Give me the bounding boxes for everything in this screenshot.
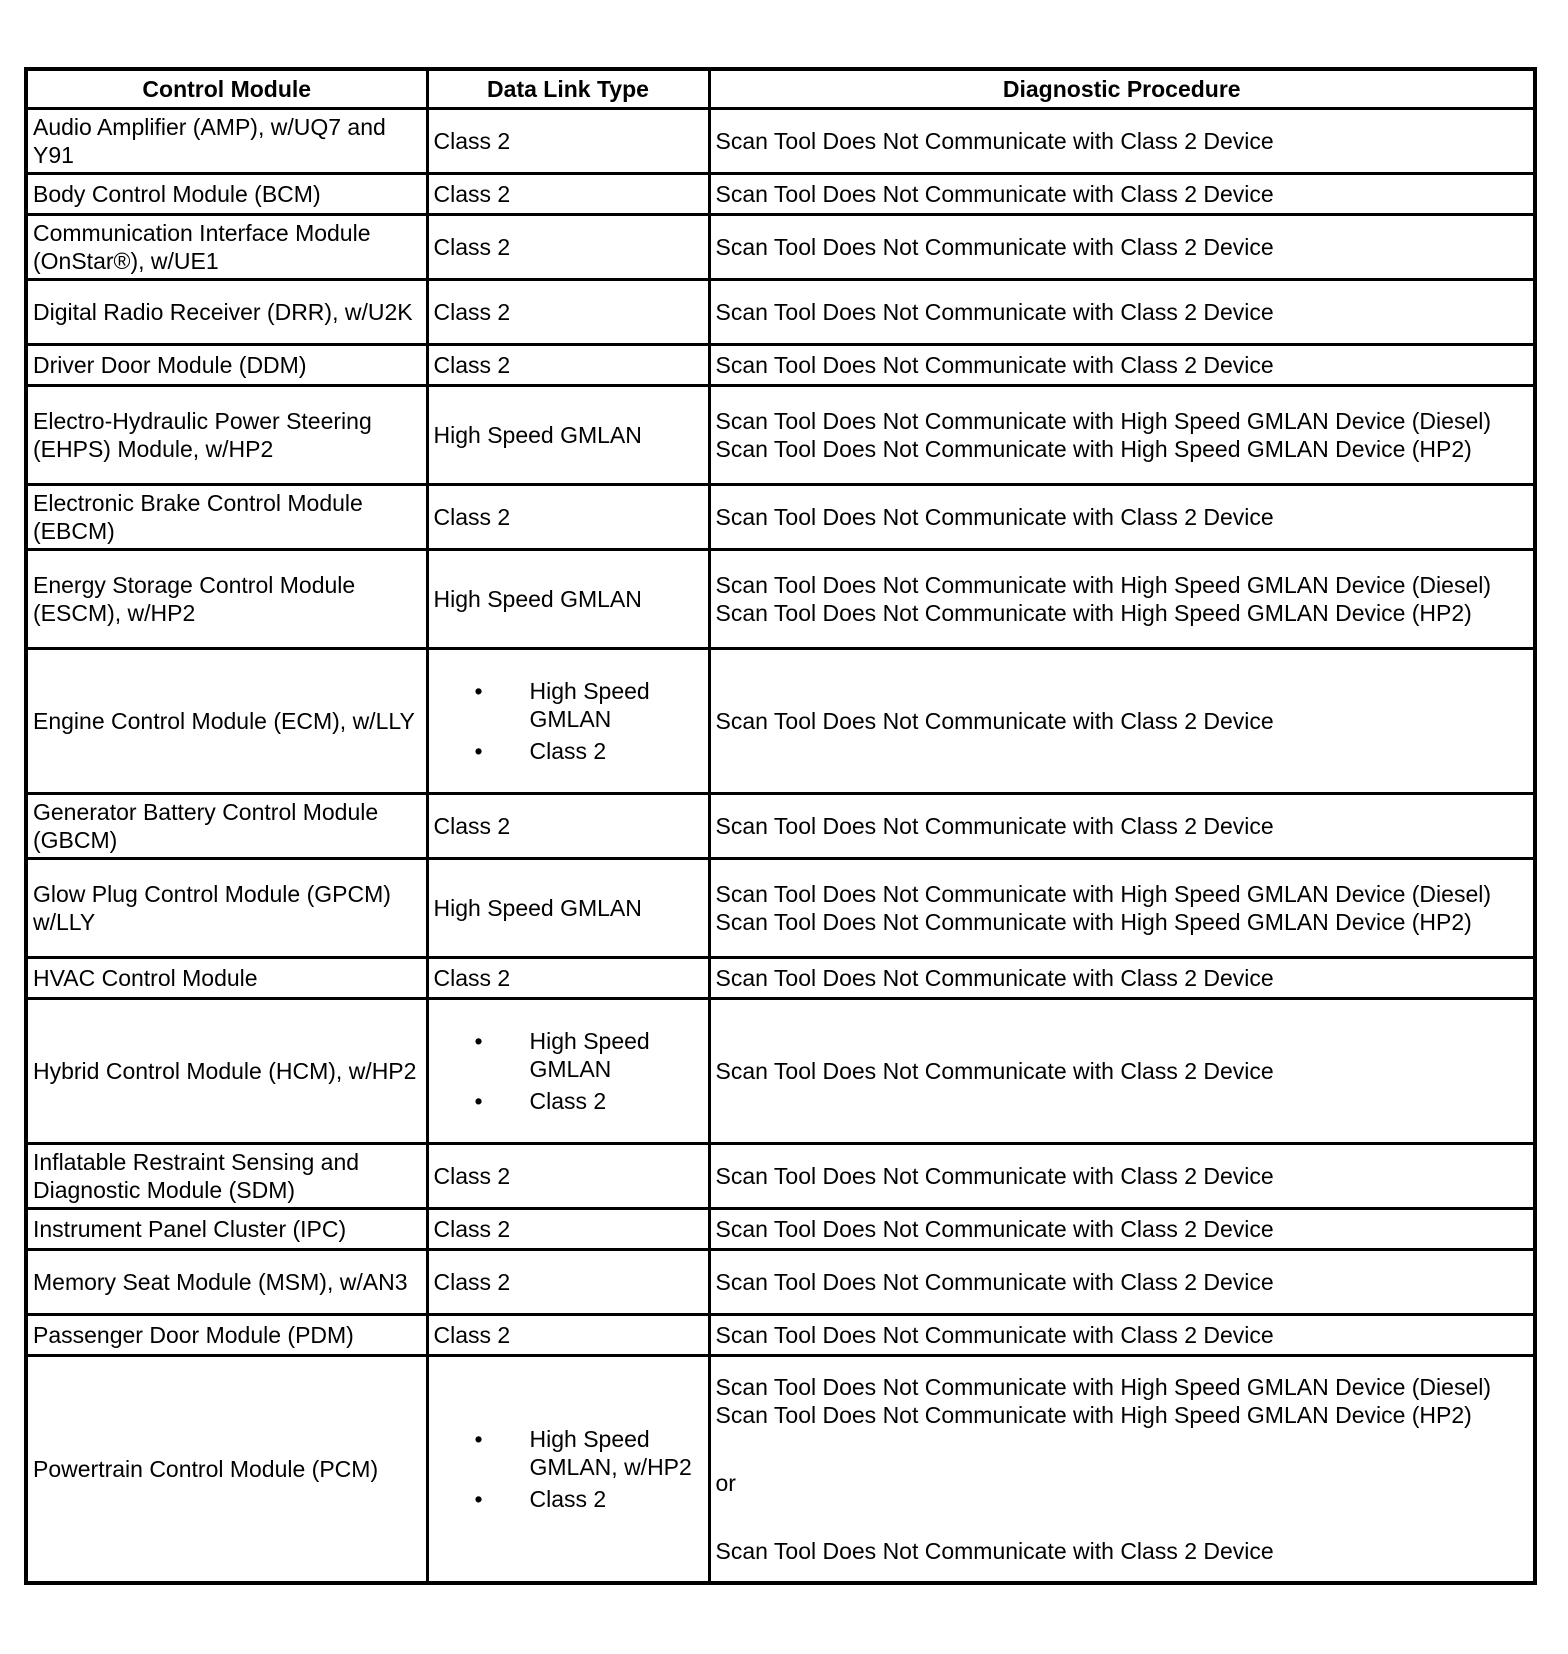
link-cell: Class 2 (427, 174, 709, 215)
module-cell: Energy Storage Control Module (ESCM), w/HP2 (26, 550, 427, 649)
module-cell: Memory Seat Module (MSM), w/AN3 (26, 1250, 427, 1315)
link-cell: High Speed GMLAN (427, 859, 709, 958)
table-row (26, 1144, 1535, 1209)
procedure-cell: Scan Tool Does Not Communicate with High Speed GMLAN Device (Diesel) Scan Tool Does Not Communicate with High Speed GMLAN Device (HP2) (709, 859, 1535, 958)
table-row (26, 794, 1535, 859)
table-row (26, 280, 1535, 345)
table-row (26, 386, 1535, 485)
link-cell: Class 2 (427, 1144, 709, 1209)
procedure-cell: Scan Tool Does Not Communicate with Class 2 Device (709, 280, 1535, 345)
procedure-cell: Scan Tool Does Not Communicate with Class 2 Device (709, 649, 1535, 794)
procedure-text: Scan Tool Does Not Communicate with High Speed GMLAN Device (Diesel) Scan Tool Does Not Communicate with High Speed GMLAN Device (HP2) (715, 1374, 1492, 1428)
procedure-cell: Scan Tool Does Not Communicate with Class 2 Device (709, 999, 1535, 1144)
list-item: • High Speed GMLAN, w/HP2 (530, 1425, 703, 1481)
link-cell (427, 999, 709, 1144)
table-header-row (26, 69, 1535, 109)
table-row (26, 109, 1535, 174)
procedure-cell: Scan Tool Does Not Communicate with Class 2 Device (709, 1209, 1535, 1250)
module-cell: Generator Battery Control Module (GBCM) (26, 794, 427, 859)
link-cell: High Speed GMLAN (427, 550, 709, 649)
procedure-cell: Scan Tool Does Not Communicate with Class 2 Device (709, 958, 1535, 999)
link-cell: Class 2 (427, 1315, 709, 1356)
link-cell: Class 2 (427, 485, 709, 550)
procedure-cell: Scan Tool Does Not Communicate with Class 2 Device (709, 174, 1535, 215)
table-row (26, 649, 1535, 794)
procedure-cell: Scan Tool Does Not Communicate with Class 2 Device (709, 1144, 1535, 1209)
spacer (716, 1497, 1529, 1537)
control-module-table (24, 67, 1537, 1585)
link-cell: Class 2 (427, 958, 709, 999)
module-cell: Passenger Door Module (PDM) (26, 1315, 427, 1356)
procedure-cell: Scan Tool Does Not Communicate with Class 2 Device (709, 109, 1535, 174)
link-cell (427, 1356, 709, 1584)
list-item: • High Speed GMLAN (530, 1027, 703, 1083)
table-row (26, 485, 1535, 550)
header-control-module: Control Module (26, 69, 427, 109)
table-row (26, 999, 1535, 1144)
link-list (434, 677, 703, 765)
module-cell: Digital Radio Receiver (DRR), w/U2K (26, 280, 427, 345)
table-row (26, 174, 1535, 215)
link-list (434, 1027, 703, 1115)
table-row (26, 345, 1535, 386)
procedure-cell: Scan Tool Does Not Communicate with High Speed GMLAN Device (Diesel) Scan Tool Does Not Communicate with High Speed GMLAN Device (HP2) (709, 386, 1535, 485)
table-row (26, 859, 1535, 958)
module-cell: Communication Interface Module (OnStar®), w/UE1 (26, 215, 427, 280)
procedure-cell: Scan Tool Does Not Communicate with Class 2 Device (709, 1315, 1535, 1356)
table-row (26, 958, 1535, 999)
procedure-or: or (715, 1470, 736, 1496)
link-cell: Class 2 (427, 1250, 709, 1315)
procedure-cell (709, 1356, 1535, 1584)
link-list (434, 1425, 703, 1513)
table-row (26, 1250, 1535, 1315)
table-row (26, 215, 1535, 280)
procedure-cell: Scan Tool Does Not Communicate with High Speed GMLAN Device (Diesel) Scan Tool Does Not Communicate with High Speed GMLAN Device (HP2) (709, 550, 1535, 649)
link-cell: High Speed GMLAN (427, 386, 709, 485)
module-cell: Inflatable Restraint Sensing and Diagnostic Module (SDM) (26, 1144, 427, 1209)
header-diagnostic-procedure: Diagnostic Procedure (709, 69, 1535, 109)
module-cell: Electronic Brake Control Module (EBCM) (26, 485, 427, 550)
link-cell: Class 2 (427, 1209, 709, 1250)
module-cell: HVAC Control Module (26, 958, 427, 999)
list-item: • High Speed GMLAN (530, 677, 703, 733)
spacer (716, 1429, 1529, 1469)
header-data-link-type: Data Link Type (427, 69, 709, 109)
module-cell: Driver Door Module (DDM) (26, 345, 427, 386)
link-cell: Class 2 (427, 280, 709, 345)
module-cell: Instrument Panel Cluster (IPC) (26, 1209, 427, 1250)
link-cell: Class 2 (427, 794, 709, 859)
procedure-cell: Scan Tool Does Not Communicate with Class 2 Device (709, 485, 1535, 550)
procedure-cell: Scan Tool Does Not Communicate with Class 2 Device (709, 215, 1535, 280)
table-row (26, 1315, 1535, 1356)
procedure-text: Scan Tool Does Not Communicate with Class 2 Device (715, 1538, 1274, 1564)
procedure-cell: Scan Tool Does Not Communicate with Class 2 Device (709, 345, 1535, 386)
module-cell: Glow Plug Control Module (GPCM) w/LLY (26, 859, 427, 958)
list-item: • Class 2 (530, 737, 703, 765)
module-cell: Body Control Module (BCM) (26, 174, 427, 215)
module-cell: Audio Amplifier (AMP), w/UQ7 and Y91 (26, 109, 427, 174)
link-cell: Class 2 (427, 109, 709, 174)
list-item: • Class 2 (530, 1485, 703, 1513)
table-row (26, 1356, 1535, 1584)
module-cell: Electro-Hydraulic Power Steering (EHPS) Module, w/HP2 (26, 386, 427, 485)
link-cell: Class 2 (427, 345, 709, 386)
module-cell: Hybrid Control Module (HCM), w/HP2 (26, 999, 427, 1144)
module-cell: Powertrain Control Module (PCM) (26, 1356, 427, 1584)
procedure-cell: Scan Tool Does Not Communicate with Class 2 Device (709, 794, 1535, 859)
list-item: • Class 2 (530, 1087, 703, 1115)
link-cell (427, 649, 709, 794)
procedure-cell: Scan Tool Does Not Communicate with Class 2 Device (709, 1250, 1535, 1315)
link-cell: Class 2 (427, 215, 709, 280)
table-row (26, 1209, 1535, 1250)
module-cell: Engine Control Module (ECM), w/LLY (26, 649, 427, 794)
table-row (26, 550, 1535, 649)
